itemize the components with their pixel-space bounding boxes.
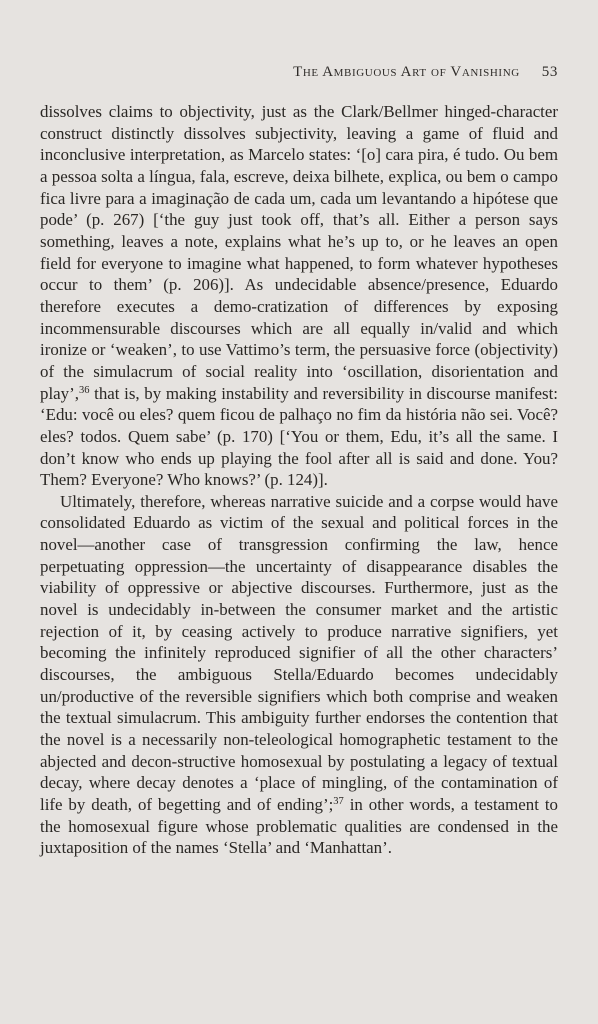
running-title: The Ambiguous Art of Vanishing [293,64,520,80]
paragraph-1 [40,101,558,491]
paragraph-2-text-a: Ultimately, therefore, whereas narrative suicide and a corpse would have consolidated Eduardo as victim of the sexual and political forces in the novel—another case of transgression confirming the law, hence perpetuating oppression—the uncertainty of disappearance disables the viability of oppressive or abjective discourses. Furthermore, just as the novel is undecidably in-between the consumer market and the artistic rejection of it, by ceasing actively to produce narrative signifiers, yet becoming the infinitely reproduced signifier of all the other characters’ discourses, the ambiguous Stella/Eduardo becomes undecidably un/productive of the reversible signifiers which both comprise and weaken the textual simulacrum. This ambiguity further endorses the contention that the novel is a necessarily non-teleological homographetic testament to the abjected and decon-structive homosexual by postulating a legacy of textual decay, where decay denotes a ‘place of mingling, of the contamination of life by death, of begetting and of ending’; [40,491,558,814]
footnote-marker-36: 36 [78,384,90,396]
paragraph-2 [40,491,558,859]
footnote-marker-37: 37 [333,796,344,807]
paragraph-1-text-b: that is, by making instability and reversibility in discourse manifest: ‘Edu: você ou eles? quem ficou de palhaço no fim da história não sei. Você? eles? todos. Quem sabe’ (p. 170) [‘You or them, Edu, it’s all the same. I don’t know who ends up playing the fool after all is said and done. You? Them? Everyone? Who knows?’ (p. 124)]. [40,383,558,490]
page-number: 53 [541,64,558,80]
paragraph-1-text-a: dissolves claims to objectivity, just as the Clark/Bellmer hinged-character construct distinctly dissolves subjectivity, leaving a game of fluid and inconclusive interpretation, as Marcelo states: ‘[o] cara pira, é tudo. Ou bem a pessoa solta a língua, fala, escreve, deixa bilhete, explica, ou bem o campo fica livre para a imaginação de cada um, cada um levantando a hipótese que pode’ (p. 267) [‘the guy just took off, that’s all. Either a person says something, leaves a note, explains what he’s up to, or he leaves an open field for everyone to imagine what happened, to form whatever hypotheses occur to them’ (p. 206)]. As undecidable absence/presence, Eduardo therefore executes a demo-cratization of differences by exposing incommensurable discourses which are all equally in/valid and which ironize or ‘weaken’, to use Vattimo’s term, the persuasive force (objectivity) of the simulacrum of social reality into ‘oscillation, disorientation and play’, [40,102,558,403]
body-text [40,101,558,859]
paragraph-2-text-b: in other words, a testament to the homosexual figure whose problematic qualities are condensed in the juxtaposition of the names ‘Stella’ and ‘Manhattan’. [40,795,558,858]
running-head [293,64,558,81]
